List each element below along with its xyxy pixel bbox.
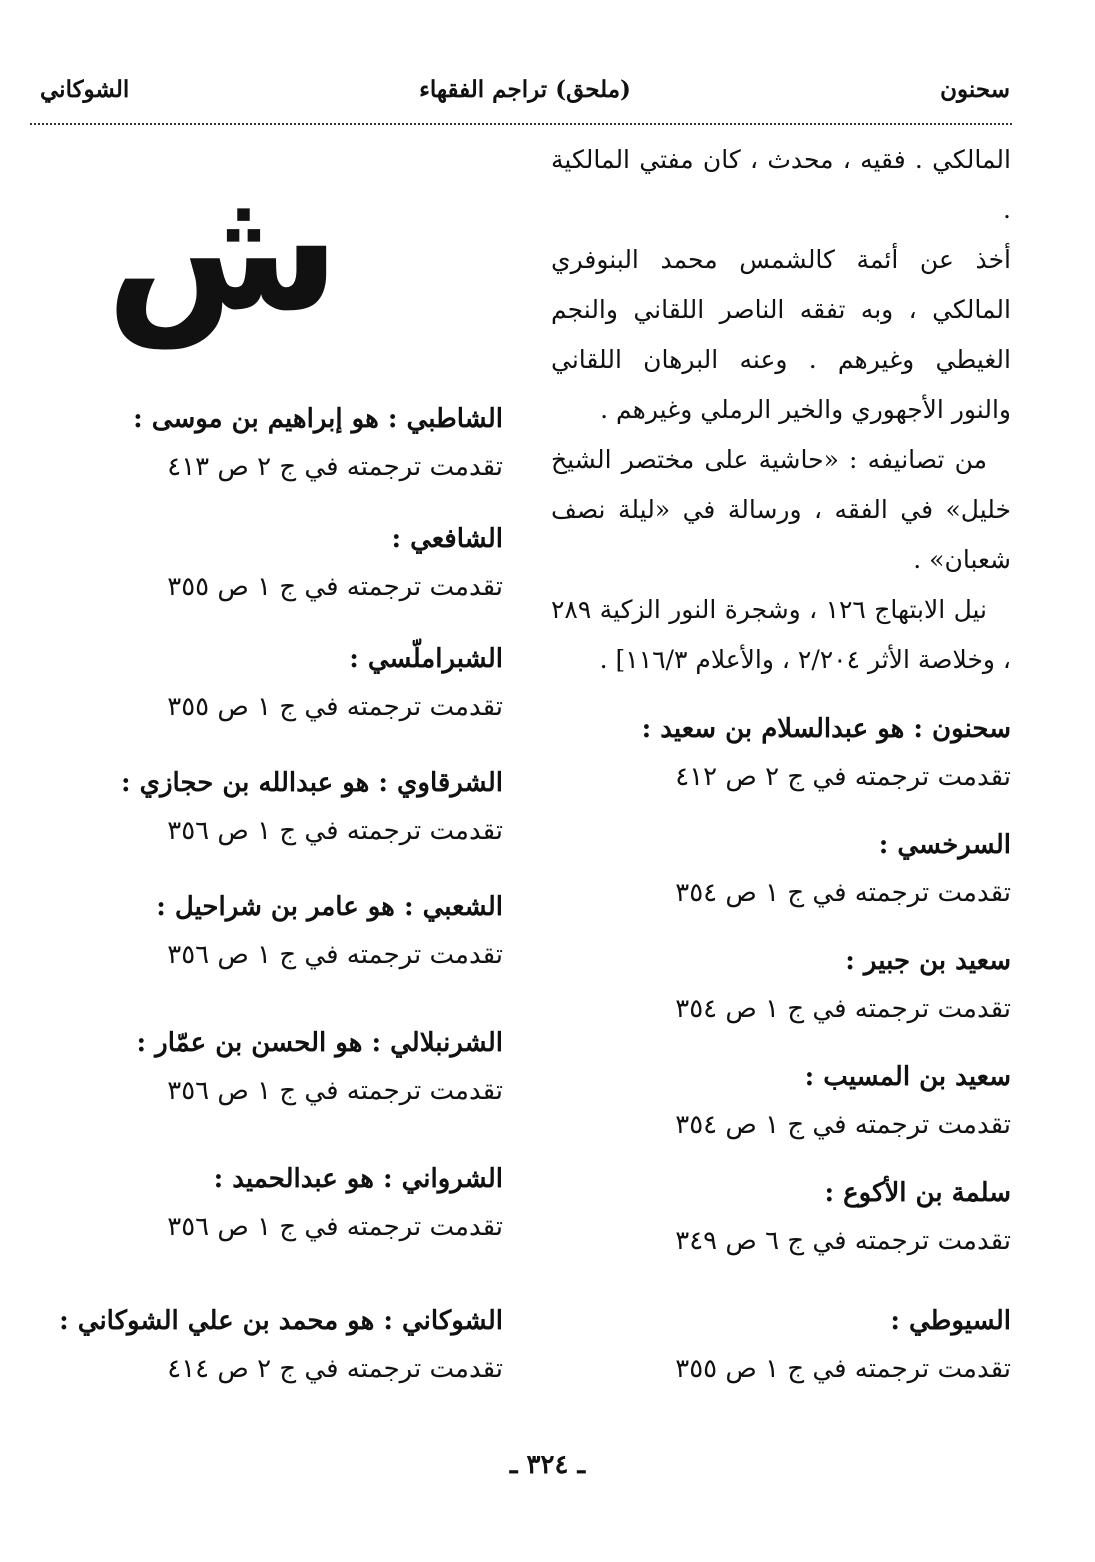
running-head-right: سحنون xyxy=(940,76,1010,103)
biography-entry xyxy=(551,1169,1011,1265)
left-column xyxy=(23,135,503,1393)
entry-reference: تقدمت ترجمته في ج ١ ص ٣٥٦ xyxy=(167,940,503,970)
biography-entry xyxy=(551,1297,1011,1393)
entry-reference: تقدمت ترجمته في ج ١ ص ٣٥٦ xyxy=(167,1212,503,1242)
page-number: ـ ٣٢٤ ـ xyxy=(509,1450,586,1480)
entry-reference: تقدمت ترجمته في ج ١ ص ٣٥٥ xyxy=(675,1354,1011,1384)
entry-reference: تقدمت ترجمته في ج ١ ص ٣٥٥ xyxy=(167,572,503,602)
entry-reference: تقدمت ترجمته في ج ١ ص ٣٥٦ xyxy=(167,1076,503,1106)
entry-name: السرخسي : xyxy=(878,830,1011,860)
header-divider xyxy=(30,123,1012,125)
entry-name: سحنون : هو عبدالسلام بن سعيد : xyxy=(641,714,1011,744)
entry-name: الشرواني : هو عبدالحميد : xyxy=(213,1164,503,1194)
entry-reference: تقدمت ترجمته في ج ١ ص ٣٥٤ xyxy=(675,1110,1011,1140)
running-head-left: الشوكاني xyxy=(40,76,130,103)
entry-reference: تقدمت ترجمته في ج ٢ ص ٤١٢ xyxy=(675,762,1011,792)
biography-entry xyxy=(551,1053,1011,1149)
entry-reference: تقدمت ترجمته في ج ١ ص ٣٥٤ xyxy=(675,878,1011,908)
entry-name: السيوطي : xyxy=(890,1306,1011,1336)
biography-entry xyxy=(23,395,503,491)
biography-entry xyxy=(23,515,503,611)
entry-reference: تقدمت ترجمته في ج ١ ص ٣٥٥ xyxy=(167,692,503,722)
entry-name: سعيد بن المسيب : xyxy=(804,1062,1011,1092)
entry-reference: تقدمت ترجمته في ج ١ ص ٣٥٤ xyxy=(675,994,1011,1024)
entry-name: الشافعي : xyxy=(391,524,503,554)
paragraph: من تصانيفه : «حاشية على مختصر الشيخ خليل» في الفقه ، ورسالة في «ليلة نصف شعبان» . xyxy=(551,445,1011,574)
entry-reference: تقدمت ترجمته في ج ١ ص ٣٥٦ xyxy=(167,816,503,846)
biography-entry xyxy=(551,821,1011,917)
biography-entry xyxy=(23,1155,503,1251)
entry-name: الشعبي : هو عامر بن شراحيل : xyxy=(156,892,503,922)
entry-name: الشاطبي : هو إبراهيم بن موسى : xyxy=(133,404,503,434)
paragraph: نيل الابتهاج ١٢٦ ، وشجرة النور الزكية ٢٨٩ ، وخلاصة الأثر ٢/٢٠٤ ، والأعلام ١١٦/٣] . xyxy=(551,595,1011,674)
biography-entry xyxy=(551,937,1011,1033)
biography-entry xyxy=(23,1019,503,1115)
biography-entry xyxy=(23,1297,503,1393)
paragraph: المالكي . فقيه ، محدث ، كان مفتي المالكية . xyxy=(551,145,1011,224)
entry-reference: تقدمت ترجمته في ج ٦ ص ٣٤٩ xyxy=(675,1226,1011,1256)
entry-reference: تقدمت ترجمته في ج ٢ ص ٤١٤ xyxy=(167,1354,503,1384)
biography-entry xyxy=(551,705,1011,801)
entry-name: الشرقاوي : هو عبدالله بن حجازي : xyxy=(120,768,503,798)
entry-name: سلمة بن الأكوع : xyxy=(824,1178,1011,1208)
entry-name: الشرنبلالي : هو الحسن بن عمّار : xyxy=(136,1028,503,1058)
biography-entry xyxy=(23,635,503,731)
entry-name: الشبراملّسي : xyxy=(349,644,503,674)
running-head-center: (ملحق) تراجم الفقهاء xyxy=(419,76,631,103)
biography-entry xyxy=(23,759,503,855)
entry-name: الشوكاني : هو محمد بن علي الشوكاني : xyxy=(59,1306,503,1336)
paragraph: أخذ عن أئمة كالشمس محمد البنوفري المالكي ، وبه تفقه الناصر اللقاني والنجم الغيطي وغيرهم . وعنه البرهان اللقاني والنور الأجهوري والخير الرملي وغيرهم . xyxy=(551,245,1011,424)
entry-reference: تقدمت ترجمته في ج ٢ ص ٤١٣ xyxy=(167,452,503,482)
biography-entry xyxy=(23,883,503,979)
running-head xyxy=(40,76,1010,116)
right-column xyxy=(551,135,1011,1393)
section-letter: ش xyxy=(105,151,341,349)
entry-name: سعيد بن جبير : xyxy=(845,946,1011,976)
